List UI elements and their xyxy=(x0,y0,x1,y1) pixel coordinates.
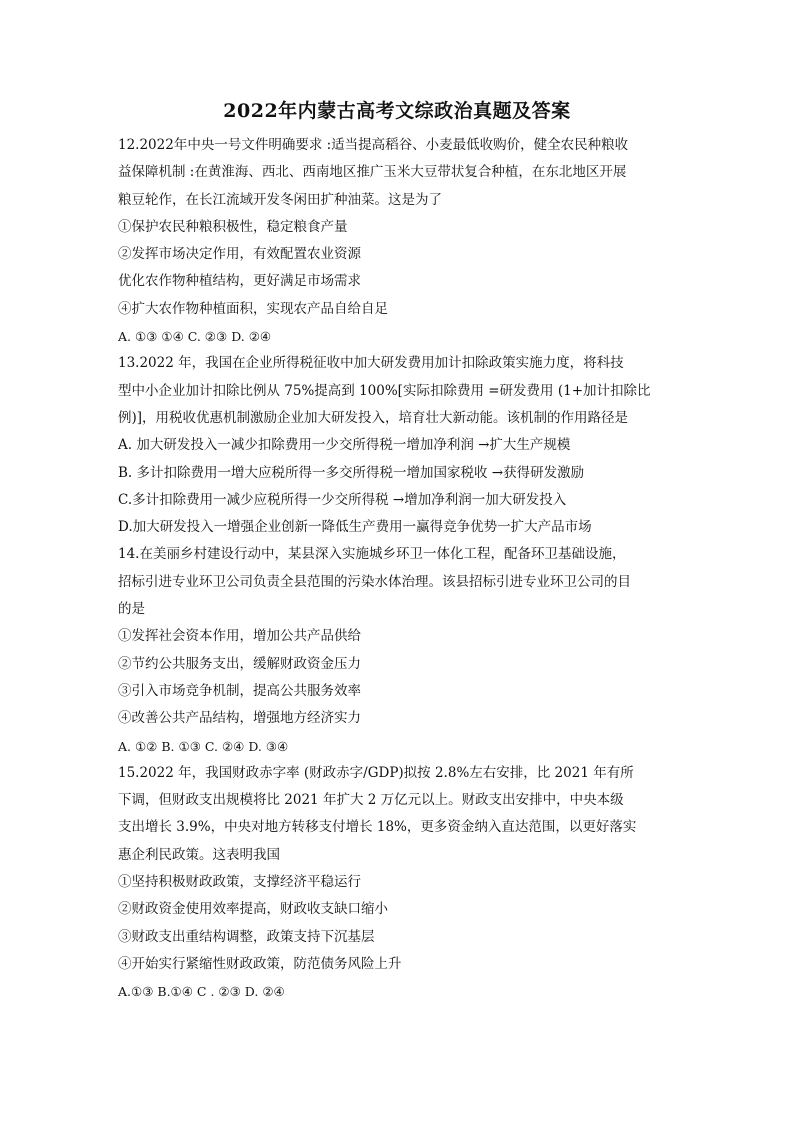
q13-stem-line-1: 13.2022 年，我国在企业所得税征收中加大研发费用加计扣除政策实施力度，将科技 xyxy=(118,355,624,372)
q14-stem-line-3: 的是 xyxy=(118,601,145,618)
q12-stem-line-2: 益保障机制 :在黄淮海、西北、西南地区推广玉米大豆带状复合种植，在东北地区开展 xyxy=(118,164,627,181)
q15-statement-4: ④开始实行紧缩性财政政策，防范债务风险上升 xyxy=(118,955,402,972)
q15-statement-1: ①坚持积极财政政策，支撑经济平稳运行 xyxy=(118,874,361,891)
q15-stem-line-1: 15.2022 年，我国财政赤字率 (财政赤字/GDP)拟按 2.8%左右安排，比 2021 年有所 xyxy=(118,764,634,781)
q12-statement-4: ④扩大农作物种植面积，实现农产品自给自足 xyxy=(118,300,388,317)
q13-stem-line-2: 型中小企业加计扣除比例从 75%提高到 100%[实际扣除费用 =研发费用 (1+加计扣除比 xyxy=(118,382,651,399)
q14-statement-1: ①发挥社会资本作用，增加公共产品供给 xyxy=(118,628,361,645)
q13-option-b: B. 多计扣除费用一增大应税所得一多交所得税一增加国家税收 →获得研发激励 xyxy=(118,464,585,481)
q15-answer-options: A.①③ B.①④ C . ②③ D. ②④ xyxy=(118,984,285,1000)
q14-statement-2: ②节约公共服务支出，缓解财政资金压力 xyxy=(118,655,361,672)
q12-answer-options: A. ①③ ①④ C. ②③ D. ②④ xyxy=(118,329,272,345)
q12-statement-1: ①保护农民种粮积极性，稳定粮食产量 xyxy=(118,218,348,235)
q12-statement-3: 优化农作物种植结构，更好满足市场需求 xyxy=(118,273,361,290)
q13-option-c: C.多计扣除费用一减少应税所得一少交所得税 →增加净利润一加大研发投入 xyxy=(118,491,567,508)
q15-stem-line-3: 支出增长 3.9%，中央对地方转移支付增长 18%，更多资金纳入直达范围，以更好落实 xyxy=(118,819,637,836)
q15-stem-line-4: 惠企利民政策。这表明我国 xyxy=(118,846,280,863)
q14-answer-options: A. ①② B. ①③ C. ②④ D. ③④ xyxy=(118,738,289,754)
q15-statement-2: ②财政资金使用效率提高，财政收支缺口缩小 xyxy=(118,901,388,918)
q12-stem-line-3: 粮豆轮作，在长江流域开发冬闲田扩种油菜。这是为了 xyxy=(118,191,442,208)
q14-statement-4: ④改善公共产品结构，增强地方经济实力 xyxy=(118,710,361,727)
q15-stem-line-2: 下调，但财政支出规模将比 2021 年扩大 2 万亿元以上。财政支出安排中，中央本级 xyxy=(118,792,624,809)
q13-option-d: D.加大研发投入一增强企业创新一降低生产费用一赢得竞争优势一扩大产品市场 xyxy=(118,519,592,536)
q13-stem-line-3: 例)]，用税收优惠机制激励企业加大研发投入，培育壮大新动能。该机制的作用路径是 xyxy=(118,409,629,426)
q15-statement-3: ③财政支出重结构调整，政策支持下沉基层 xyxy=(118,928,375,945)
q13-option-a: A. 加大研发投入一减少扣除费用一少交所得税一增加净利润 →扩大生产规模 xyxy=(118,437,571,454)
q14-statement-3: ③引入市场竞争机制，提高公共服务效率 xyxy=(118,682,361,699)
page-title: 2022年内蒙古高考文综政治真题及答案 xyxy=(223,100,571,122)
document-body xyxy=(118,132,680,1006)
q14-stem-line-2: 招标引进专业环卫公司负责全县范围的污染水体治理。该县招标引进专业环卫公司的目 xyxy=(118,573,631,590)
q12-stem-line-1: 12.2022年中央一号文件明确要求 :适当提高稻谷、小麦最低收购价，健全农民种粮收 xyxy=(118,137,629,153)
q14-stem-line-1: 14.在美丽乡村建设行动中，某县深入实施城乡环卫一体化工程，配备环卫基础设施， xyxy=(118,546,626,563)
q12-statement-2: ②发挥市场决定作用，有效配置农业资源 xyxy=(118,246,361,263)
